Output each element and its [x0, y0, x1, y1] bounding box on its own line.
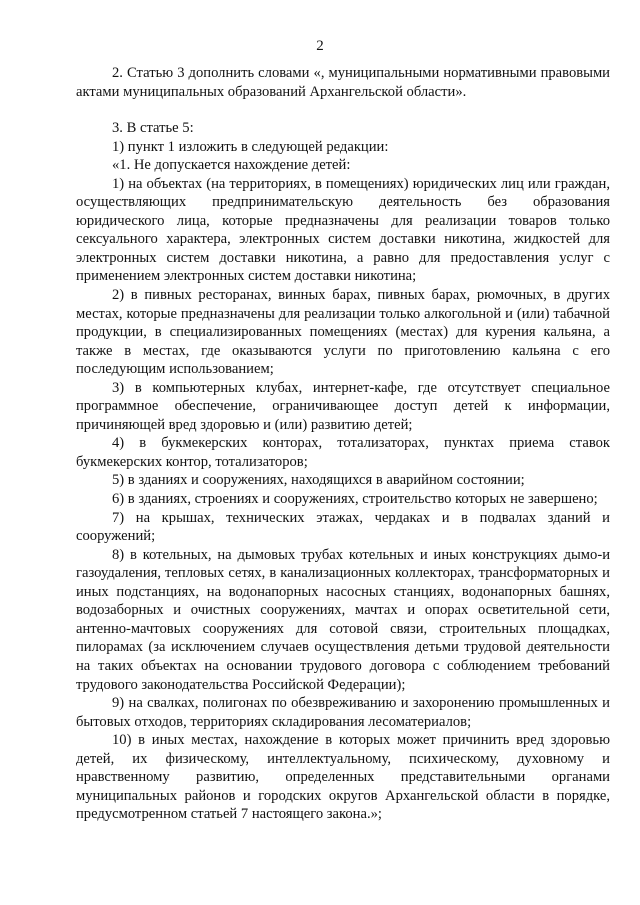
list-item-5: 5) в зданиях и сооружениях, находящихся в аварийном состоянии;	[112, 472, 525, 489]
paragraph-article-3-amendment: 2. Статью 3 дополнить словами «, муниципальными нормативными правовыми актами муниципальных образований Архангельской области».	[76, 65, 610, 100]
list-item-2: 2) в пивных ресторанах, винных барах, пивных барах, рюмочных, в других местах, которые предназначены для реализации только алкогольной и (или) табачной продукции, в специализированных помещениях (местах) для курения кальяна, а также в местах, где оказываются услуги по приготовлению кальяна с его последующим использованием;	[76, 287, 610, 378]
paragraph-gap	[76, 101, 610, 119]
list-item-7: 7) на крышах, технических этажах, чердаках и в подвалах зданий и сооружений;	[76, 509, 610, 545]
page-number: 2	[316, 38, 324, 54]
list-item-1: 1) на объектах (на территориях, в помещениях) юридических лиц или граждан, осуществляющих предпринимательскую деятельность без образования юридического лица, которые предназначены для реализации товаров только сексуального характера, электронных систем доставки никотина, жидкостей для электронных систем доставки никотина, а равно для предоставления услуг с применением электронных систем доставки никотина;	[76, 175, 610, 285]
list-item-3: 3) в компьютерных клубах, интернет-кафе, где отсутствует специальное программное обеспечение, ограничивающее доступ детей к информации, причиняющей вред здоровью и (или) развитию детей;	[76, 379, 610, 433]
list-item-10: 10) в иных местах, нахождение в которых может причинить вред здоровью детей, их физическому, интеллектуальному, психическому, духовному и нравственному развитию, определенных представительными органами муниципальных районов и городских округов Архангельской области в порядке, предусмотренном статьей 7 настоящего закона.»;	[76, 732, 610, 823]
list-item-4: 4) в букмекерских конторах, тотализаторах, пунктах приема ставок букмекерских контор, тотализаторов;	[76, 435, 610, 470]
list-item-9: 9) на свалках, полигонах по обезвреживанию и захоронению промышленных и бытовых отходов, территориях складирования лесоматериалов;	[76, 695, 610, 730]
document-body	[76, 64, 610, 824]
paragraph-article-5-heading: 3. В статье 5:	[112, 120, 194, 137]
list-item-6: 6) в зданиях, строениях и сооружениях, строительство которых не завершено;	[112, 491, 598, 508]
paragraph-point-1-intro: 1) пункт 1 изложить в следующей редакции:	[112, 138, 389, 155]
list-item-8: 8) в котельных, на дымовых трубах котельных и иных конструкциях дымо-и газоудаления, тепловых сетях, в канализационных коллекторах, трансформаторных и иных подстанциях, на водонапорных насосных станциях, водонапорных башнях, водозаборных и очистных сооружениях, мачтах и опорах осветительной сети, антенно-мачтовых сооружениях для сотовой связи, строительных площадках, пилорамах (за исключением случаев осуществления детьми трудовой деятельности на таких объектах на основании трудового договора с соблюдением требований трудового законодательства Российской Федерации);	[76, 546, 610, 693]
paragraph-new-wording-start: «1. Не допускается нахождение детей:	[112, 157, 351, 174]
